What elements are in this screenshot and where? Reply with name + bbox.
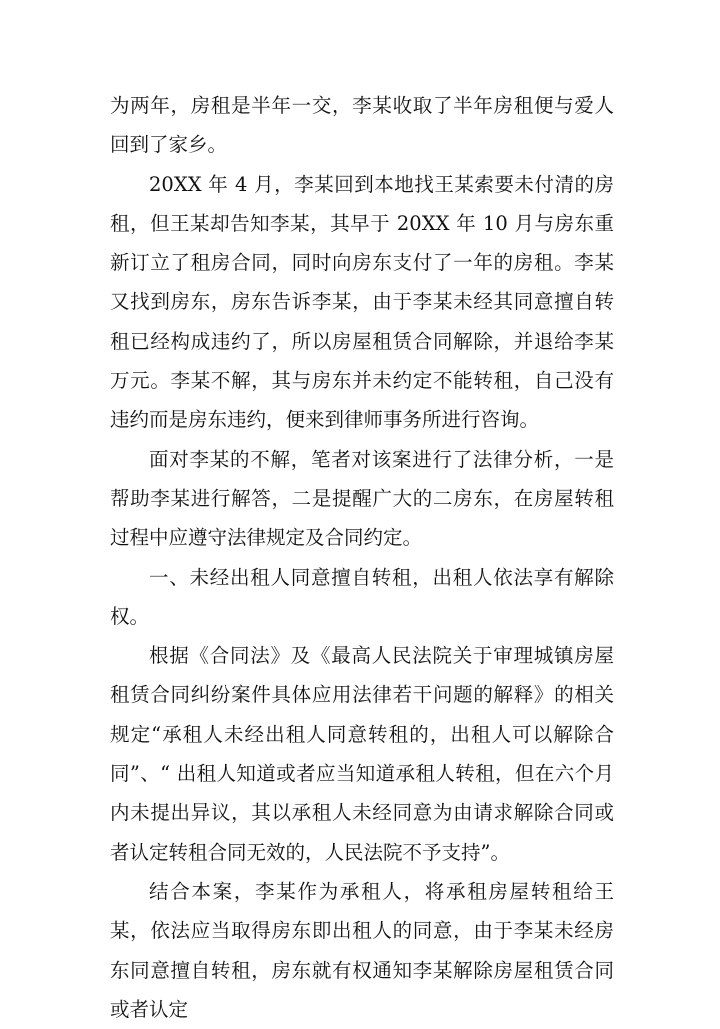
paragraph: 为两年，房租是半年一交，李某收取了半年房租便与爱人回到了家乡。 [110,94,614,157]
paragraph: 结合本案，李某作为承租人，将承租房屋转租给王某，依法应当取得房东即出租人的同意，由于李某未经房东同意擅自转租，房东就有权通知李某解除房屋租赁合同或者认定 [110,879,614,1021]
paragraph: 根据《合同法》及《最高人民法院关于审理城镇房屋租赁合同纠纷案件具体应用法律若干问题的解释》的相关规定“承租人未经出租人同意转租的，出租人可以解除合同”、“ 出租人知道或者应当知道承租人转租，但在六个月内未提出异议，其以承租人未经同意为由请求解除合同或者认定转租合同无效的，人民法院不予支持”。 [110,644,614,864]
document-body [110,86,614,1029]
paragraph: 面对李某的不解，笔者对该案进行了法律分析，一是帮助李某进行解答，二是提醒广大的二房东，在房屋转租过程中应遵守法律规定及合同约定。 [110,447,614,550]
paragraph: 20XX 年 4 月，李某回到本地找王某索要未付清的房租，但王某却告知李某，其早于 20XX 年 10 月与房东重新订立了租房合同，同时向房东支付了一年的房租。李某又找到房东，房东告诉李某，由于李某未经其同意擅自转租已经构成违约了，所以房屋租赁合同解除，并退给李某万元。李某不解，其与房东并未约定不能转租，自己没有违约而是房东违约，便来到律师事务所进行咨询。 [110,172,614,432]
section-heading: 一、未经出租人同意擅自转租，出租人依法享有解除权。 [110,565,614,628]
